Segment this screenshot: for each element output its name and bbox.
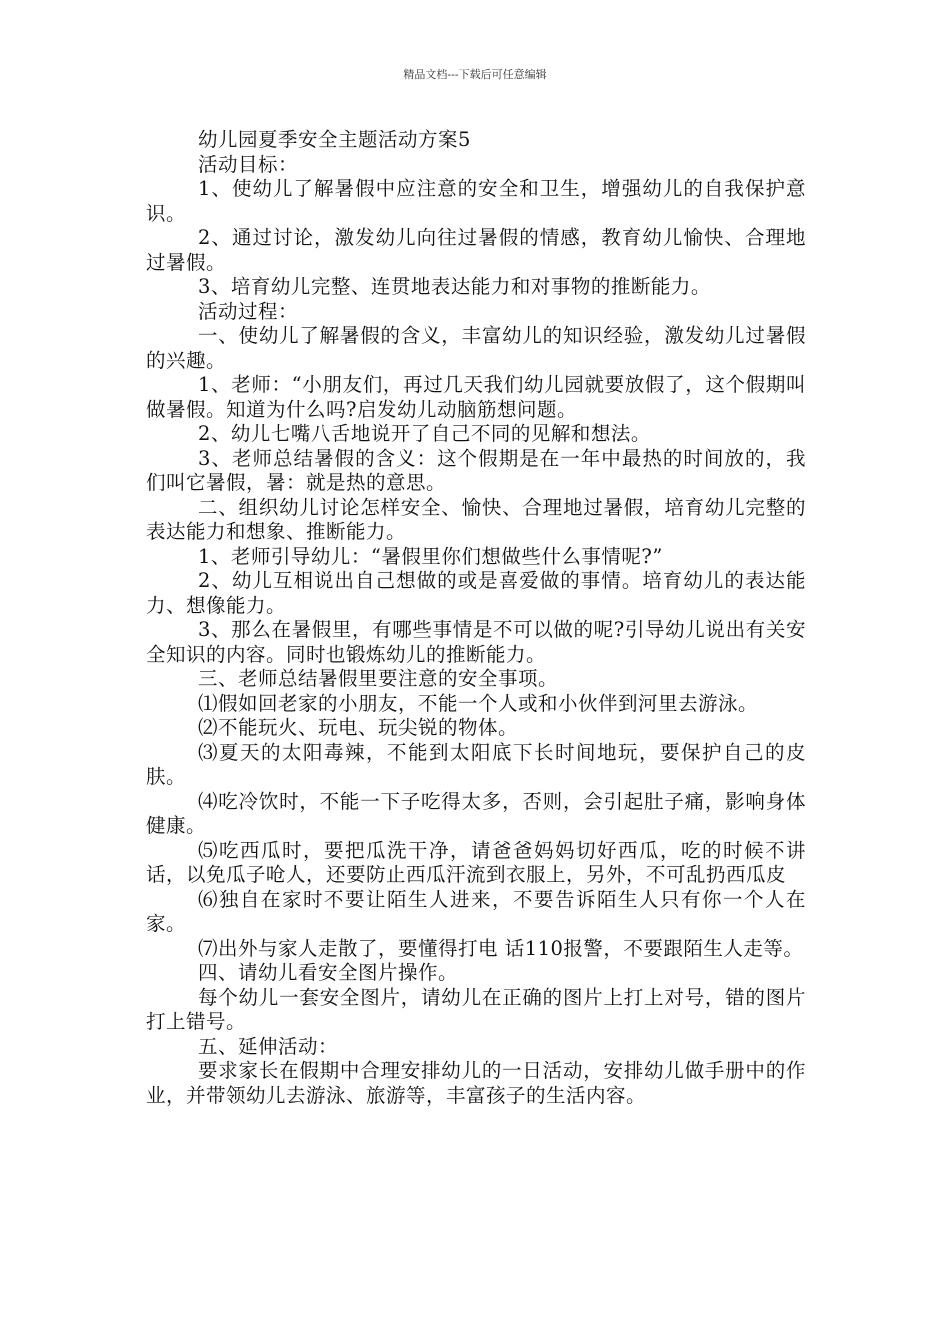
- list-item: ⑷吃冷饮时，不能一下子吃得太多，否则，会引起肚子痛，影响身体健康。: [146, 789, 806, 837]
- paragraph: 每个幼儿一套安全图片，请幼儿在正确的图片上打上对号，错的图片打上错号。: [146, 985, 806, 1033]
- section-heading-process: 活动过程：: [198, 299, 299, 323]
- paragraph: 五、延伸活动：: [198, 1034, 339, 1058]
- page-header: 精品文档---下载后可任意编辑: [403, 68, 547, 81]
- paragraph: 2、幼儿互相说出自己想做的或是喜爱做的事情。培育幼儿的表达能力、想像能力。: [146, 569, 806, 617]
- paragraph: 1、使幼儿了解暑假中应注意的安全和卫生，增强幼儿的自我保护意识。: [146, 177, 806, 225]
- list-item: ⑴假如回老家的小朋友，不能一个人或和小伙伴到河里去游泳。: [198, 691, 759, 715]
- paragraph: 3、培育幼儿完整、连贯地表达能力和对事物的推断能力。: [198, 275, 711, 298]
- paragraph: 2、通过讨论，激发幼儿向往过暑假的情感，教育幼儿愉快、合理地过暑假。: [146, 226, 806, 274]
- paragraph: 要求家长在假期中合理安排幼儿的一日活动，安排幼儿做手册中的作业，并带领幼儿去游泳、旅游等，丰富孩子的生活内容。: [146, 1059, 806, 1107]
- paragraph: 二、组织幼儿讨论怎样安全、愉快、合理地过暑假，培育幼儿完整的表达能力和想象、推断能力。: [146, 495, 806, 543]
- paragraph: 三、老师总结暑假里要注意的安全事项。: [198, 667, 559, 690]
- list-item: ⑵不能玩火、玩电、玩尖锐的物体。: [198, 716, 519, 739]
- paragraph: 1、老师：“小朋友们，再过几天我们幼儿园就要放假了，这个假期叫做暑假。知道为什么吗?启发幼儿动脑筋想问题。: [146, 373, 806, 421]
- paragraph: 3、那么在暑假里，有哪些事情是不可以做的呢?引导幼儿说出有关安全知识的内容。同时也锻炼幼儿的推断能力。: [146, 618, 806, 666]
- paragraph: 一、使幼儿了解暑假的含义，丰富幼儿的知识经验，激发幼儿过暑假的兴趣。: [146, 324, 806, 372]
- list-item: ⑸吃西瓜时，要把瓜洗干净，请爸爸妈妈切好西瓜，吃的时候不讲话，以免瓜子呛人，还要防止西瓜汗流到衣服上，另外，不可乱扔西瓜皮: [146, 838, 806, 886]
- list-item: ⑹独自在家时不要让陌生人进来，不要告诉陌生人只有你一个人在家。: [146, 887, 806, 935]
- paragraph: 1、老师引导幼儿：“暑假里你们想做些什么事情呢?”: [198, 544, 663, 568]
- list-item: ⑺出外与家人走散了，要懂得打电 话110报警，不要跟陌生人走等。: [198, 936, 804, 960]
- document-title: 幼儿园夏季安全主题活动方案5: [198, 128, 471, 151]
- list-item: ⑶夏天的太阳毒辣，不能到太阳底下长时间地玩，要保护自己的皮肤。: [146, 740, 806, 788]
- paragraph: 3、老师总结暑假的含义：这个假期是在一年中最热的时间放的，我们叫它暑假，暑：就是热的意思。: [146, 446, 806, 494]
- paragraph: 2、幼儿七嘴八舌地说开了自己不同的见解和想法。: [198, 422, 651, 445]
- section-heading-goals: 活动目标：: [198, 152, 299, 176]
- document-body: [146, 128, 806, 1108]
- paragraph: 四、请幼儿看安全图片操作。: [198, 961, 459, 984]
